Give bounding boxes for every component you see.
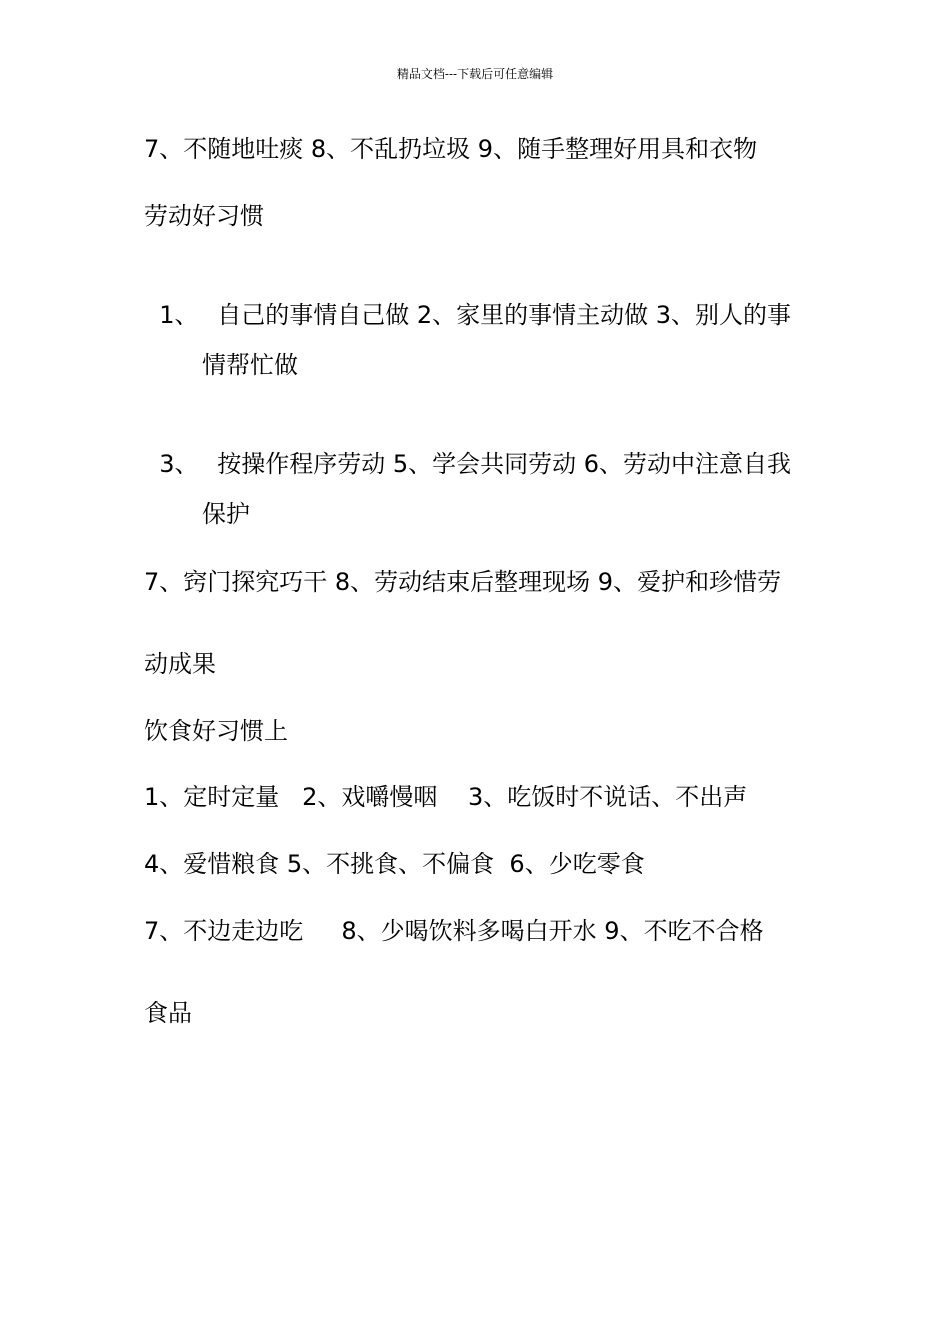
- section-heading-diet: 饮食好习惯上: [144, 717, 288, 745]
- list-item: [144, 267, 791, 331]
- list-continuation: 保护: [202, 500, 250, 528]
- text-line-labor: 7、窍门探究巧干 8、劳动结束后整理现场 9、爱护和珍惜劳: [144, 568, 782, 596]
- text-line-diet-3: 7、不边走边吃 8、少喝饮料多喝白开水 9、不吃不合格: [144, 917, 764, 945]
- list-number: 1、: [159, 301, 199, 329]
- page-header: 精品文档---下载后可任意编辑: [396, 67, 554, 81]
- text-line-cleanliness: 7、不随地吐痰 8、不乱扔垃圾 9、随手整理好用具和衣物: [144, 135, 758, 163]
- list-text: 自己的事情自己做 2、家里的事情主动做 3、别人的事: [217, 301, 792, 329]
- text-line-continuation: 动成果: [144, 650, 216, 678]
- text-line-continuation: 食品: [144, 999, 192, 1027]
- list-item: [144, 416, 791, 480]
- text-line-diet-1: 1、定时定量 2、戏嚼慢咽 3、吃饭时不说话、不出声: [144, 783, 748, 811]
- list-number: 3、: [159, 450, 199, 478]
- list-text: 按操作程序劳动 5、学会共同劳动 6、劳动中注意自我: [217, 450, 792, 478]
- text-line-diet-2: 4、爱惜粮食 5、不挑食、不偏食 6、少吃零食: [144, 850, 645, 878]
- list-continuation: 情帮忙做: [202, 351, 298, 379]
- section-heading-labor: 劳动好习惯: [144, 202, 264, 230]
